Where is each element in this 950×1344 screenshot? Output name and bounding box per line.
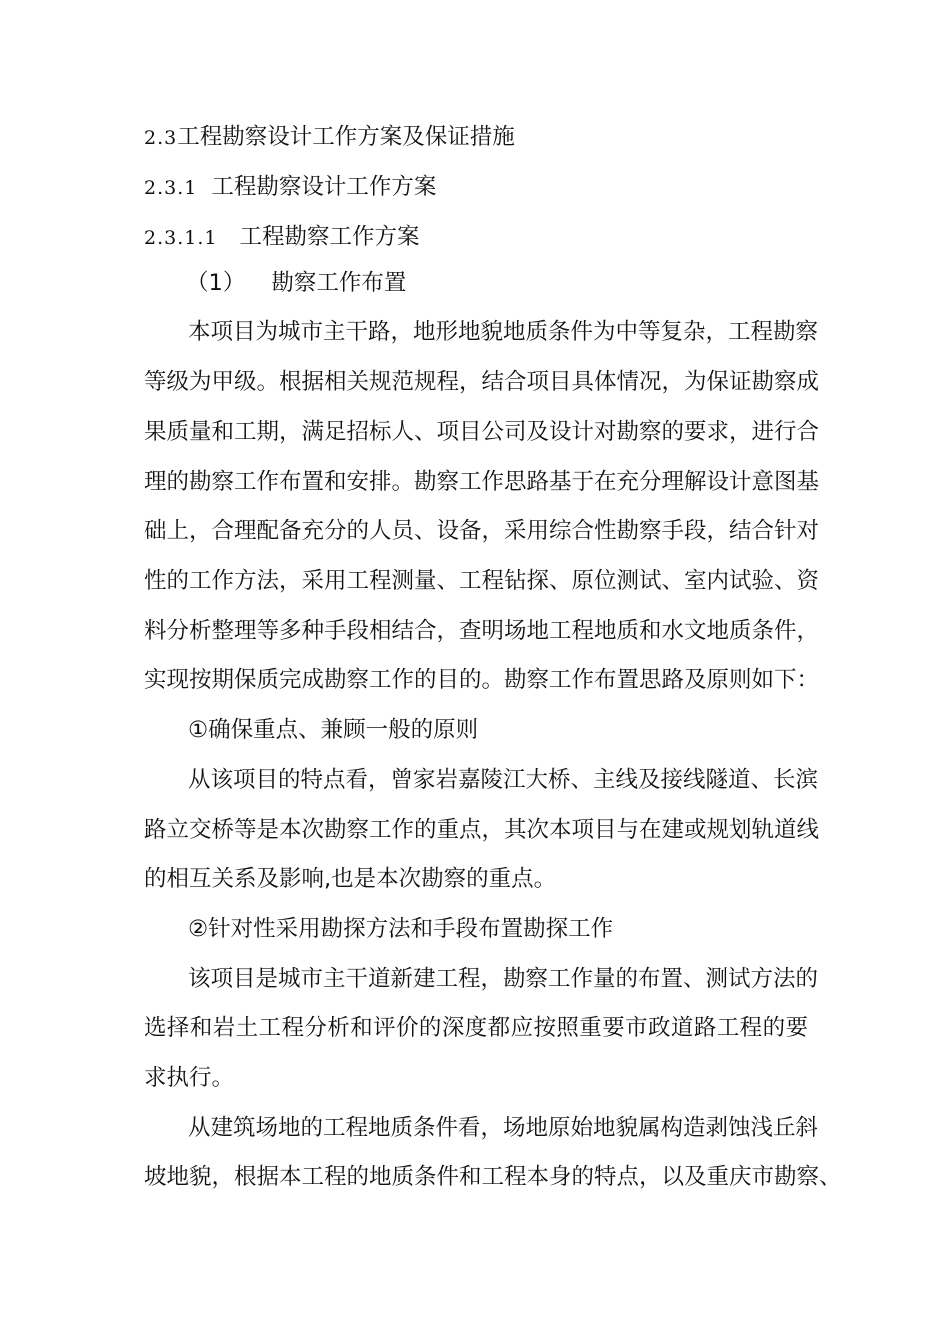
heading-text: 工程勘察设计工作方案	[211, 174, 437, 200]
heading-2-3	[144, 122, 515, 153]
heading-section-1	[186, 268, 406, 298]
paragraph-line: 从建筑场地的工程地质条件看，场地原始地貌属构造剥蚀浅丘斜	[188, 1115, 819, 1141]
principle-heading: ②针对性采用勘探方法和手段布置勘探工作	[188, 916, 614, 942]
heading-2-3-1-1	[144, 222, 420, 253]
paragraph-line: 料分析整理等多种手段相结合，查明场地工程地质和水文地质条件，	[144, 618, 820, 644]
heading-number: 2.3.1	[144, 177, 198, 199]
heading-2-3-1	[144, 172, 436, 203]
paragraph-line: 坡地貌，根据本工程的地质条件和工程本身的特点，以及重庆市勘察、	[144, 1164, 842, 1190]
heading-number: 2.3.1.1	[144, 227, 218, 249]
paragraph-line: 求执行。	[144, 1065, 235, 1091]
principle-heading: ①确保重点、兼顾一般的原则	[188, 717, 479, 743]
paragraph-line: 选择和岩土工程分析和评价的深度都应按照重要市政道路工程的要	[144, 1015, 808, 1041]
paragraph-line: 性的工作方法，采用工程测量、工程钻探、原位测试、室内试验、资	[144, 568, 820, 594]
paragraph-line: 果质量和工期，满足招标人、项目公司及设计对勘察的要求，进行合	[144, 419, 820, 445]
paragraph-line: 该项目是城市主干道新建工程，勘察工作量的布置、测试方法的	[188, 966, 819, 992]
paragraph-line: 理的勘察工作布置和安排。勘察工作思路基于在充分理解设计意图基	[144, 469, 820, 495]
paragraph-line: 从该项目的特点看，曾家岩嘉陵江大桥、主线及接线隧道、长滨	[188, 767, 819, 793]
paragraph-line: 础上，合理配备充分的人员、设备，采用综合性勘察手段，结合针对	[144, 518, 820, 544]
heading-number: （1）	[186, 270, 246, 296]
paragraph-line: 本项目为城市主干路，地形地貌地质条件为中等复杂，工程勘察	[188, 319, 819, 345]
heading-text: 工程勘察设计工作方案及保证措施	[177, 124, 515, 150]
heading-text: 工程勘察工作方案	[239, 224, 420, 250]
heading-text: 勘察工作布置	[271, 270, 407, 296]
paragraph-line: 等级为甲级。根据相关规范规程，结合项目具体情况，为保证勘察成	[144, 369, 820, 395]
heading-number: 2.3	[144, 127, 178, 149]
paragraph-line: 的相互关系及影响,也是本次勘察的重点。	[144, 866, 557, 892]
paragraph-line: 实现按期保质完成勘察工作的目的。勘察工作布置思路及原则如下：	[144, 667, 820, 693]
paragraph-line: 路立交桥等是本次勘察工作的重点，其次本项目与在建或规划轨道线	[144, 817, 820, 843]
